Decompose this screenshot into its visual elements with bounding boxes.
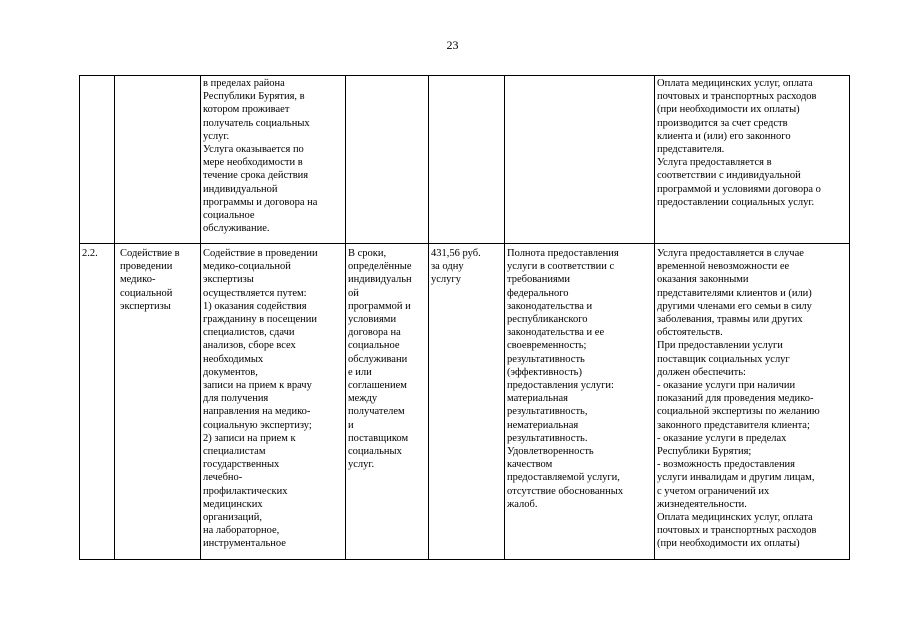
text-line: профилактических: [203, 485, 288, 497]
text-line: соглашением: [348, 380, 407, 392]
text-line: качеством: [507, 459, 553, 471]
text-line: за одну: [431, 261, 464, 273]
text-line: законодательства и: [507, 300, 593, 312]
text-line: медицинских: [203, 498, 263, 510]
text-line: отсутствие обоснованных: [507, 485, 624, 497]
text-line: направления на медико-: [203, 406, 311, 418]
text-line: почтовых и транспортных расходов: [657, 91, 817, 103]
text-line: Республики Бурятия, в: [203, 91, 305, 103]
cell-number: [80, 76, 115, 244]
cell-conditions: [655, 76, 850, 244]
text-line: котором проживает: [203, 104, 290, 116]
text-line: социальное: [348, 340, 400, 352]
cell-quality: [505, 244, 655, 560]
cell-terms: [346, 244, 429, 560]
text-line: специалистам: [203, 446, 266, 458]
text-line: социальное: [203, 210, 255, 222]
text-line: документов,: [203, 366, 258, 378]
text-line: представителями клиентов и (или): [657, 287, 812, 299]
text-line: 2.2.: [82, 248, 98, 259]
text-line: заболевания, травмы или других: [657, 314, 803, 326]
text-line: представителя.: [657, 144, 725, 156]
text-line: материальная: [507, 393, 568, 405]
text-line: При предоставлении услуги: [657, 340, 783, 352]
text-line: обслуживани: [348, 353, 408, 365]
cell-conditions: [655, 244, 850, 560]
text-line: услугу: [431, 274, 461, 286]
text-line: договора на: [348, 327, 401, 339]
text-line: предоставляемой услуги,: [507, 472, 620, 484]
text-line: - возможность предоставления: [657, 459, 796, 471]
text-line: производится за счет средств: [657, 117, 788, 129]
text-line: услуг.: [203, 130, 230, 142]
cell-service-content: [201, 244, 346, 560]
text-line: соответствии с индивидуальной: [657, 170, 801, 182]
text-line: клиента и (или) его законного: [657, 130, 791, 142]
text-line: своевременность;: [507, 340, 587, 352]
text-line: оказания законными: [657, 274, 749, 286]
text-line: Оплата медицинских услуг, оплата: [657, 512, 813, 524]
text-line: социальных: [348, 446, 402, 458]
text-line: записи на прием к врачу: [203, 380, 312, 392]
text-line: социальной: [120, 287, 173, 299]
cell-quality: [505, 76, 655, 244]
text-line: предоставлении социальных услуг.: [657, 196, 815, 208]
text-line: е или: [348, 366, 372, 378]
cell-service-content: [201, 76, 346, 244]
text-line: гражданину в посещении: [203, 314, 317, 326]
text-line: должен обеспечить:: [657, 366, 746, 378]
text-line: почтовых и транспортных расходов: [657, 525, 817, 537]
text-line: лечебно-: [203, 472, 243, 484]
text-line: социальную экспертизу;: [203, 419, 312, 431]
text-line: течение срока действия: [203, 170, 309, 182]
text-line: Удовлетворенность: [507, 446, 594, 458]
text-line: необходимых: [203, 353, 264, 365]
text-line: специалистов, сдачи: [203, 327, 295, 339]
text-line: Услуга предоставляется в случае: [657, 248, 804, 259]
text-line: результативность,: [507, 406, 588, 418]
text-line: экспертизы: [203, 274, 254, 286]
table-row: [80, 76, 850, 244]
text-line: медико-социальной: [203, 261, 291, 273]
text-line: социальной экспертизы по желанию: [657, 406, 820, 418]
text-line: получателем: [348, 406, 405, 418]
text-line: получатель социальных: [203, 117, 310, 129]
text-line: условиями: [348, 314, 397, 326]
text-line: Содействие в: [120, 248, 180, 259]
text-line: 1) оказания содействия: [203, 300, 307, 312]
text-line: поставщик социальных услуг: [657, 353, 790, 365]
text-line: - оказание услуги в пределах: [657, 432, 787, 444]
text-line: организаций,: [203, 512, 262, 524]
page-number: 23: [446, 38, 459, 52]
cell-tariff: [429, 76, 505, 244]
text-line: медико-: [120, 274, 156, 286]
text-line: жизнедеятельности.: [657, 498, 747, 510]
text-line: услуг.: [348, 459, 375, 471]
text-line: на лабораторное,: [203, 525, 280, 537]
text-line: жалоб.: [507, 498, 538, 510]
text-line: В сроки,: [348, 248, 387, 259]
text-line: ой: [348, 287, 359, 299]
text-line: Услуга оказывается по: [203, 144, 304, 156]
text-line: анализов, сборе всех: [203, 340, 296, 352]
services-table: [79, 75, 850, 560]
cell-number: [80, 244, 115, 560]
text-line: и: [348, 419, 354, 431]
text-line: с учетом ограничений их: [657, 485, 770, 497]
text-line: Республики Бурятия;: [657, 446, 752, 458]
table-row: [80, 244, 850, 560]
text-line: поставщиком: [348, 432, 409, 444]
text-line: другими членами его семьи в силу: [657, 300, 812, 312]
text-line: услуги инвалидам и другим лицам,: [657, 472, 815, 484]
text-line: (при необходимости их оплаты): [657, 104, 800, 116]
text-line: временной невозможности ее: [657, 261, 790, 273]
text-line: Содействие в проведении: [203, 248, 318, 259]
text-line: обстоятельств.: [657, 327, 723, 339]
cell-terms: [346, 76, 429, 244]
text-line: мере необходимости в: [203, 157, 303, 169]
text-line: Оплата медицинских услуг, оплата: [657, 78, 813, 89]
text-line: государственных: [203, 459, 280, 471]
text-line: республиканского: [507, 314, 588, 326]
text-line: обслуживание.: [203, 223, 270, 235]
text-line: осуществляется путем:: [203, 287, 307, 299]
text-line: - оказание услуги при наличии: [657, 380, 796, 392]
text-line: (при необходимости их оплаты): [657, 538, 800, 550]
text-line: программой и: [348, 300, 411, 312]
text-line: нематериальная: [507, 419, 579, 431]
text-line: проведении: [120, 261, 173, 273]
text-line: определённые: [348, 261, 412, 273]
text-line: показаний для проведения медико-: [657, 393, 814, 405]
text-line: для получения: [203, 393, 269, 405]
cell-tariff: [429, 244, 505, 560]
text-line: федерального: [507, 287, 569, 299]
text-line: требованиями: [507, 274, 571, 286]
text-line: (эффективность): [507, 366, 582, 378]
text-line: законного представителя клиента;: [657, 419, 810, 431]
text-line: между: [348, 393, 378, 405]
cell-service-name: [115, 76, 201, 244]
text-line: Услуга предоставляется в: [657, 157, 772, 169]
text-line: результативность.: [507, 432, 588, 444]
text-line: программы и договора на: [203, 196, 318, 208]
text-line: законодательства и ее: [507, 327, 605, 339]
text-line: индивидуальной: [203, 183, 278, 195]
text-line: Полнота предоставления: [507, 248, 619, 259]
text-line: инструментальное: [203, 538, 286, 550]
text-line: программой и условиями договора о: [657, 183, 821, 195]
text-line: 431,56 руб.: [431, 248, 481, 259]
text-line: 2) записи на прием к: [203, 432, 296, 444]
text-line: индивидуальн: [348, 274, 412, 286]
text-line: предоставления услуги:: [507, 380, 614, 392]
text-line: экспертизы: [120, 300, 171, 312]
text-line: результативность: [507, 353, 585, 365]
cell-service-name: [115, 244, 201, 560]
text-line: услуги в соответствии с: [507, 261, 615, 273]
text-line: в пределах района: [203, 78, 285, 89]
